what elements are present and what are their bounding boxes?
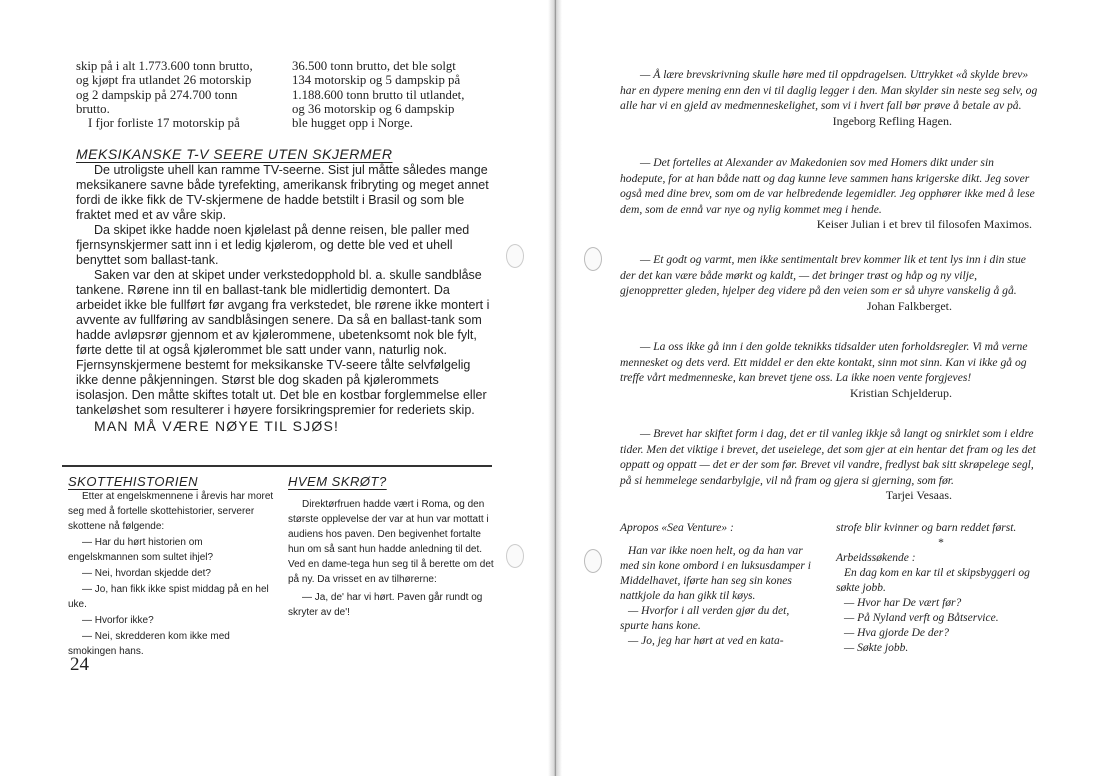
article-heading: MEKSIKANSKE T-V SEERE UTEN SKJERMER bbox=[76, 146, 393, 162]
apropos-column-2 bbox=[836, 521, 1046, 656]
apropos-paragraph: — Hvor har De vært før? bbox=[844, 597, 962, 609]
story-paragraph: Etter at engelskmennene i årevis har moret seg med å fortelle skottehistorier, serverer skottene nå følgende: bbox=[68, 491, 274, 532]
article-body bbox=[76, 163, 494, 434]
story-paragraph: — Ja, de' har vi hørt. Paven går rundt og skryter av de'! bbox=[288, 592, 483, 618]
top-column-2 bbox=[292, 59, 502, 130]
binder-hole-decoration bbox=[584, 549, 602, 573]
article-paragraph: De utroligste uhell kan ramme TV-seerne. Sist jul måtte således mange meksikanere savne både tyrefekting, amerikansk fribryting og meget annet fordi de ikke fikk de TV-skjermene de hadde betstilt i Brasil og som ble fraktet med et av våre skip. bbox=[76, 163, 489, 222]
quote-block bbox=[620, 339, 1042, 401]
quote-author: Kristian Schjelderup. bbox=[850, 385, 952, 400]
text-line: I fjor forliste 17 motorskip på bbox=[88, 116, 240, 131]
text-line: 36.500 tonn brutto, det ble solgt bbox=[292, 59, 456, 73]
quote-author: Keiser Julian i et brev til filosofen Maximos. bbox=[816, 217, 1032, 231]
story-paragraph: — Nei, hvordan skjedde det? bbox=[82, 568, 211, 579]
text-line: og kjøpt fra utlandet 26 motorskip bbox=[76, 73, 252, 88]
quote-text: — Brevet har skiftet form i dag, det er til vanleg ikkje så langt og snirklet som i eldre tider. Men det viktige i brevet, det useielege, det som gjer at ein hentar det fram og les det oppatt og oppatt — det er der som før. Brevet vil vandre, fredlyst bak sitt skrøpelege segl, på si hemmelege sendarbylgje, vil nå fram og gjera si gjerning, som før. bbox=[620, 427, 1036, 487]
text-line: skip på i alt 1.773.600 tonn brutto, bbox=[76, 59, 253, 73]
story-paragraph: — Har du hørt historien om engelskmannen som sultet ihjel? bbox=[68, 537, 214, 563]
text-line: 1.188.600 tonn brutto til utlandet, bbox=[292, 87, 465, 102]
apropos-paragraph: — Søkte jobb. bbox=[844, 642, 909, 654]
story-paragraph: — Jo, han fikk ikke spist middag på en hel uke. bbox=[68, 584, 269, 610]
story-paragraph: — Nei, skredderen kom ikke med smokingen hans. bbox=[68, 631, 230, 657]
apropos-paragraph: — Hva gjorde De der? bbox=[844, 627, 949, 639]
quote-block bbox=[620, 155, 1042, 232]
page-gutter bbox=[548, 0, 562, 776]
quote-text: — Et godt og varmt, men ikke sentimentalt brev kommer lik et tent lys inn i din stue der det kan være både mørkt og kaldt, — det bringer trøst og håp og ny vilje, gjenoppretter gleden, hjelper deg videre på den veien som er så uhyre vanskelig å gå. bbox=[620, 253, 1026, 297]
apropos-paragraph: Han var ikke noen helt, og da han var med sin kone ombord i en luksusdamper i Middelhavet, iførte han seg sin kones nattkjole da han gikk til køys. bbox=[620, 545, 811, 602]
apropos-heading: Apropos «Sea Venture» : bbox=[620, 522, 734, 534]
text-line: 134 motorskip og 5 dampskip på bbox=[292, 73, 461, 88]
text-line: og 2 dampskip på 274.700 tonn bbox=[76, 87, 238, 102]
quote-text: — Å lære brevskrivning skulle høre med til oppdragelsen. Uttrykket «å skylde brev» har en dypere mening enn den vi til daglig legger i den. Man skylder sin neste seg selv, og alle har vi en gjeld av medmenneskelighet, som vi i hvert fall bør prøve å betale av på. bbox=[620, 68, 1038, 112]
top-column-1 bbox=[76, 59, 276, 130]
quote-text: — Det fortelles at Alexander av Makedonien sov med Homers dikt under sin hodepute, for at han både natt og dag kunne leve sammen hans krigerske dikt. Jeg sover også med dine brev, som om de var helbredende legemidler. Jeg opphører ikke med å lese dem, som de ennå var nye og nylig kommet meg i hende. bbox=[620, 156, 1035, 216]
page-number: 24 bbox=[70, 654, 89, 675]
right-page bbox=[562, 0, 1100, 776]
story-heading-skottehistorien: SKOTTEHISTORIEN bbox=[68, 474, 199, 489]
binder-hole-decoration bbox=[506, 244, 524, 268]
text-line: brutto. bbox=[76, 101, 110, 116]
apropos-paragraph: En dag kom en kar til et skipsbyggeri og søkte jobb. bbox=[836, 567, 1030, 594]
apropos-paragraph: — Hvorfor i all verden gjør du det, spurte hans kone. bbox=[620, 605, 790, 632]
quote-author: Ingeborg Refling Hagen. bbox=[832, 113, 952, 128]
quote-author: Johan Falkberget. bbox=[866, 298, 952, 313]
story-hvem-skrot bbox=[288, 497, 494, 621]
article-paragraph: Da skipet ikke hadde noen kjølelast på denne reisen, ble paller med fjernsynskjermer satt inn i et ledig kjølerom, og dette ble ved et uhell benyttet som ballast-tank. bbox=[76, 223, 470, 267]
quote-block bbox=[620, 252, 1042, 314]
article-closing: MAN MÅ VÆRE NØYE TIL SJØS! bbox=[94, 418, 340, 434]
separator-star: * bbox=[938, 537, 944, 549]
article-paragraph: Saken var den at skipet under verkstedopphold bl. a. skulle sandblåse tankene. Rørene inn til en ballast-tank ble midlertidig demontert. Da arbeidet ikke ble fullført før avgang fra verkstedet, ble rørene ikke montert i avvente av fullføring av sandblåsingen senere. Da så en ballast-tank som hadde avløpsrør gjennom et av kjølerommene, ubetenksomt nok ble fylt, førte dette til at også kjølerommet ble satt under vann, naturlig nok. Fjernsynskjermene bestemt for meksikanske TV-seere tålte selvfølgelig ikke denne påkjenningen. Størst ble dog skaden på kjølerommets isolasjon. Den måtte skiftes totalt ut. Det ble en kostbar forglemmelse eller tankeløshet som resulterer i høyere forsikringspremier for rederiets skip. bbox=[76, 268, 490, 417]
left-page bbox=[0, 0, 548, 776]
story-paragraph: Direktørfruen hadde vært i Roma, og den største opplevelse der var at hun var mottatt i audiens hos paven. Den begivenhet fortalte hun om så sant hun hadde anledning til det. Ved en dame-tega hun seg til å berette om det på ny. Da vrisset en av tilhørerne: bbox=[288, 499, 494, 585]
quote-block bbox=[620, 67, 1042, 129]
quote-block bbox=[620, 426, 1042, 503]
story-heading-hvem-skrot: HVEM SKRØT? bbox=[288, 474, 387, 489]
binder-hole-decoration bbox=[584, 247, 602, 271]
apropos-column-1 bbox=[620, 521, 820, 649]
binder-hole-decoration bbox=[506, 544, 524, 568]
quote-text: — La oss ikke gå inn i den golde teknikks tidsalder uten forholdsregler. Vi må verne mennesket og dets verd. Ett middel er den ekte kontakt, sinn mot sinn. Kan vi ikke gå og treffe vårt medmenneske, kan brevet tjene oss. La ikke noen vente forgjeves! bbox=[620, 340, 1028, 384]
apropos-paragraph: strofe blir kvinner og barn reddet først. bbox=[836, 522, 1017, 534]
apropos-paragraph: — På Nyland verft og Båtservice. bbox=[844, 612, 999, 624]
apropos-paragraph: — Jo, jeg har hørt at ved en kata- bbox=[628, 635, 784, 647]
section-divider bbox=[62, 465, 492, 467]
story-skottehistorien bbox=[68, 489, 274, 660]
text-line: og 36 motorskip og 6 dampskip bbox=[292, 101, 455, 116]
apropos-heading: Arbeidssøkende : bbox=[836, 552, 916, 564]
text-line: ble hugget opp i Norge. bbox=[292, 116, 413, 131]
story-paragraph: — Hvorfor ikke? bbox=[82, 615, 154, 626]
quote-author: Tarjei Vesaas. bbox=[885, 488, 952, 502]
